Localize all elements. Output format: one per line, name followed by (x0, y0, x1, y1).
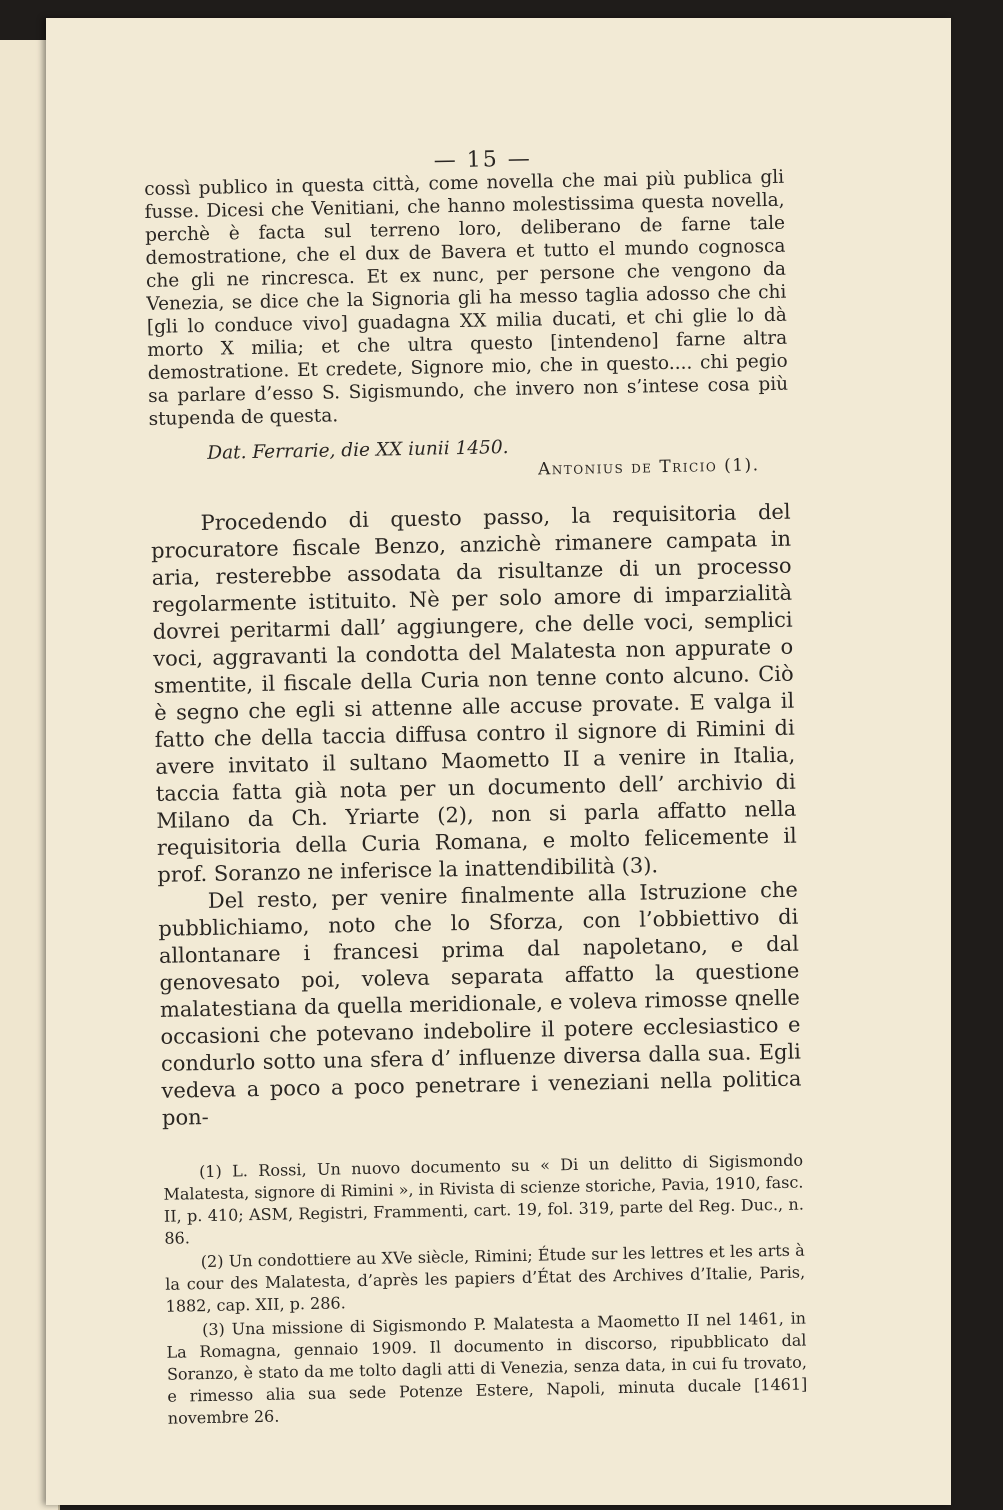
quoted-letter (144, 166, 789, 431)
dateline: Dat. Ferrarie, die XX iunii 1450. (207, 437, 509, 464)
page-number: — 15 — (433, 146, 532, 174)
paragraph-1: Procedendo di questo passo, la requisitoria del procuratore fiscale Benzo, anzichè rimanere campata in aria, resterebbe assodata da risultanze di un processo regolarmente istituito. Nè per solo amore di imparzialità dovrei peritarmi dall’ aggiungere, che delle voci, semplici voci, aggravanti la condotta del Malatesta non appurate o smentite, il fiscale della Curia non tenne conto alcuno. Ciò è segno che egli si attenne alle accuse provate. E valga il fatto che della taccia diffusa contro il signore di Rimini di avere invitato il sultano Maometto II a venire in Italia, taccia fatta già nota per un documento dell’ archivio di Milano da Ch. Yriarte (2), non si parla affatto nella requisitoria della Curia Romana, e molto felicemente il prof. Soranzo ne inferisce la inattendibilità (3). (150, 499, 797, 887)
body-text (150, 499, 802, 1132)
footnotes (163, 1150, 808, 1430)
footnote-1: (1) L. Rossi, Un nuovo documento su « Di un delitto di Sigismondo Malatesta, signore di Rimini », in Rivista di scienze storiche, Pavia, 1910, fasc. II, p. 410; ASM, Registri, Frammenti, cart. 19, fol. 319, parte del Reg. Duc., n. 86. (163, 1150, 805, 1248)
page-content (144, 146, 808, 1432)
footnote-3: (3) Una missione di Sigismondo P. Malatesta a Maometto II nel 1461, in La Romagna, gennaio 1909. Il documento in discorso, ripubblicato dal Soranzo, è stato da me tolto dagli atti di Venezia, senza data, in cui fu trovato, e rimesso alia sua sede Potenze Estere, Napoli, minuta ducale [1461] novembre 26. (166, 1308, 808, 1428)
signature: Antonius de Tricio (1). (537, 455, 760, 480)
footnote-2: (2) Un condottiere au XVe siècle, Rimini; Étude sur les lettres et les arts à la cour des Malatesta, d’après les papiers d’État des Archives d’Italie, Paris, 1882, cap. XII, p. 286. (165, 1240, 806, 1316)
letter-text: cossì publico in questa città, come novella che mai più publica gli fusse. Dicesi che Venitiani, che hanno molestissima questa novella, perchè è facta sul terreno loro, deliberano de farne tale demostratione, che el dux de Bavera et tutto el mundo cognosca che gli ne rincresca. Et ex nunc, per persone che vengono da Venezia, se dice che la Signoria gli ha messo taglia adosso che chi [gli lo conduce vivo] guadagna XX milia ducati, et chi glie lo dà morto X milia; et che ultra questo [intendeno] farne altra demostratione. Et credete, Signore mio, che in questo.... chi pegio sa parlare d’esso S. Sigismundo, che invero non s’intese cosa più stupenda de questa. (144, 166, 789, 430)
paragraph-2: Del resto, per venire finalmente alla Istruzione che pubblichiamo, noto che lo Sforza, con l’obbiettivo di allontanare i francesi prima dal napoletano, e dal genovesato poi, voleva separata affatto la questione malatestiana da quella meridionale, e voleva rimosse qnelle occasioni che potevano indebolire il potere ecclesiastico e condurlo sotto una sfera d’ influenze diversa dalla sua. Egli vedeva a poco a poco penetrare i veneziani nella politica pon- (158, 877, 802, 1130)
book-page (46, 18, 951, 1505)
